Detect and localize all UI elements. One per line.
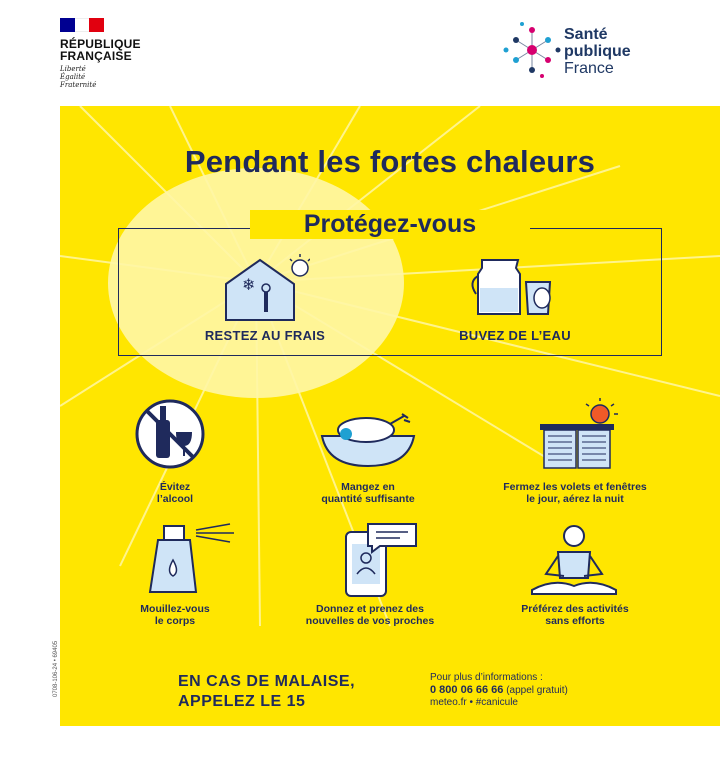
sante-publique-text (564, 26, 631, 77)
sante-publique-france-logo (502, 18, 672, 82)
republique-line2: FRANÇAISE (60, 49, 132, 63)
emergency-line2: APPELEZ LE 15 (178, 693, 306, 710)
food-bowl-icon (318, 408, 418, 472)
poster-subtitle: Protégez-vous (250, 210, 530, 239)
tip-avoid-alcohol-line2: l’alcool (156, 492, 194, 505)
spf-line1: Santé (564, 26, 608, 43)
tip-low-effort-line1: Préférez des activités (521, 603, 629, 615)
house-cool-icon (220, 254, 310, 324)
no-alcohol-icon (126, 398, 216, 470)
french-flag-icon (60, 18, 104, 32)
tip-avoid-alcohol (100, 482, 250, 505)
motto-fraternite: Fraternité (60, 81, 97, 89)
shutters-icon (534, 396, 634, 470)
emergency-message (178, 672, 355, 712)
tip-eat-enough (288, 482, 448, 505)
spray-bottle-icon (140, 520, 240, 596)
republique-francaise-logo (60, 18, 180, 89)
phone-message-icon (342, 522, 422, 598)
tip-wet-body-line1: Mouillez-vous (140, 603, 210, 615)
svg-text:❄: ❄ (242, 275, 256, 294)
tip-wet-body (100, 604, 250, 627)
motto-egalite: Égalité (60, 73, 86, 81)
tip-rest-cool-label: RESTEZ AU FRAIS (204, 328, 326, 343)
info-phone: 0 800 06 66 66 (430, 684, 504, 696)
water-jug-icon (468, 252, 564, 322)
tip-keep-in-touch (280, 604, 460, 627)
spf-line2: publique (564, 43, 631, 60)
tip-low-effort (480, 604, 670, 627)
tip-wet-body-line2: le corps (154, 614, 196, 627)
info-website: meteo.fr • #canicule (430, 697, 518, 708)
info-phone-note: (appel gratuit) (506, 685, 568, 696)
republique-motto (60, 65, 180, 89)
republique-line1: RÉPUBLIQUE (60, 37, 141, 51)
spf-line3: France (564, 60, 614, 77)
tip-keep-in-touch-line2: nouvelles de vos proches (305, 614, 435, 627)
emergency-line1: EN CAS DE MALAISE, (178, 673, 356, 690)
republique-title (60, 38, 180, 62)
tip-drink-water-label: BUVEZ DE L’EAU (459, 328, 571, 343)
tip-close-shutters (470, 482, 680, 505)
tip-low-effort-line2: sans efforts (545, 614, 605, 627)
info-line1: Pour plus d’informations : (430, 672, 543, 683)
relaxing-person-icon (524, 522, 624, 598)
poster (60, 106, 720, 726)
tip-close-shutters-line1: Fermez les volets et fenêtres (503, 481, 647, 493)
molecule-dots-icon (502, 18, 562, 82)
tip-avoid-alcohol-line1: Évitez (159, 481, 191, 493)
tip-keep-in-touch-line1: Donnez et prenez des (316, 603, 424, 615)
motto-liberte: Liberté (60, 65, 86, 73)
info-block (430, 672, 568, 709)
poster-title: Pendant les fortes chaleurs (184, 144, 596, 179)
print-reference: 0708-106-24 • 69405 (53, 640, 59, 697)
tip-eat-enough-line2: quantité suffisante (321, 492, 415, 505)
tip-close-shutters-line2: le jour, aérez la nuit (526, 492, 624, 505)
tip-eat-enough-line1: Mangez en (341, 481, 395, 493)
